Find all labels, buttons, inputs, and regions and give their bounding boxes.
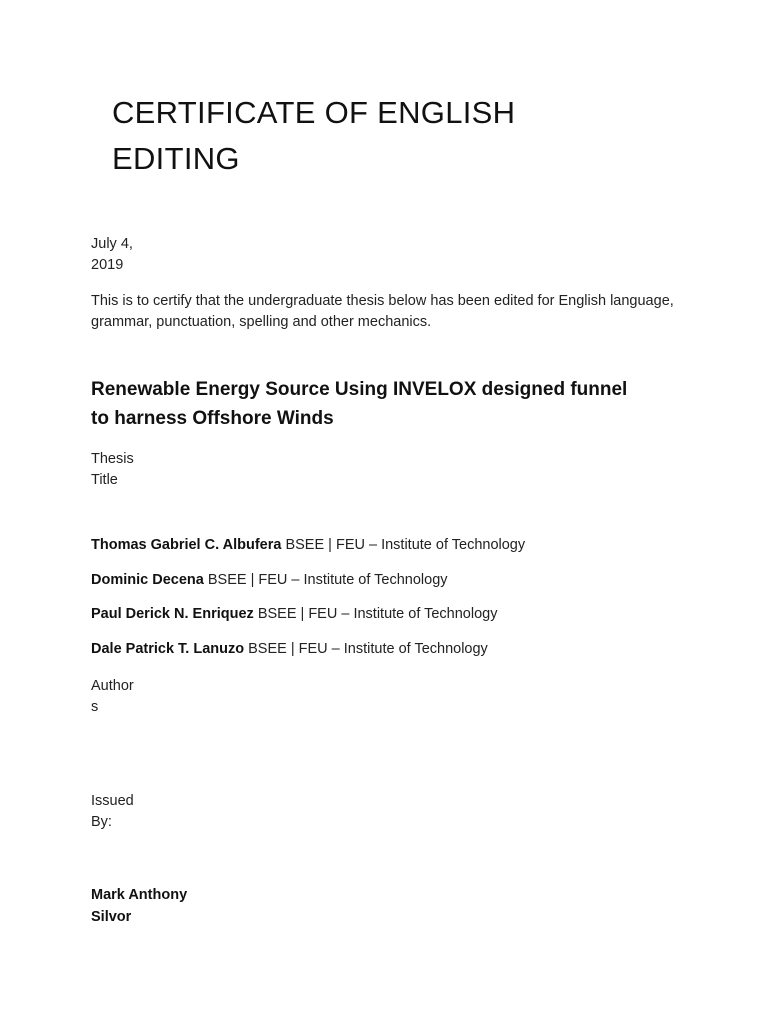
- certificate-heading: [112, 90, 712, 182]
- date-line-2: 2019: [91, 257, 124, 273]
- author-affiliation: BSEE | FEU – Institute of Technology: [257, 606, 498, 622]
- authors-label: [91, 676, 171, 718]
- issuer-name: [91, 884, 251, 928]
- author-line: [91, 570, 448, 591]
- authors-label-line-1: Author: [91, 678, 134, 694]
- author-affiliation: BSEE | FEU – Institute of Technology: [285, 537, 526, 553]
- thesis-title-line-2: to harness Offshore Winds: [91, 408, 334, 429]
- author-affiliation: BSEE | FEU – Institute of Technology: [248, 641, 488, 657]
- thesis-title-line-1: Renewable Energy Source Using INVELOX designed funnel: [91, 379, 628, 400]
- issuer-line-2: Silvor: [91, 909, 132, 925]
- author-name: Thomas Gabriel C. Albufera: [91, 537, 282, 553]
- author-line: [91, 639, 488, 660]
- date-line-1: July 4,: [91, 236, 133, 252]
- author-line: [91, 535, 525, 556]
- thesis-title-label: [91, 449, 171, 491]
- issued-label-line-2: By:: [91, 814, 112, 830]
- thesis-label-line-1: Thesis: [91, 451, 134, 467]
- issuer-line-1: Mark Anthony: [91, 887, 188, 903]
- author-name: Paul Derick N. Enriquez: [91, 606, 254, 622]
- heading-line-2: EDITING: [112, 141, 240, 176]
- certificate-date: [91, 234, 211, 276]
- author-name: Dale Patrick T. Lanuzo: [91, 641, 245, 657]
- issued-label-line-1: Issued: [91, 793, 134, 809]
- heading-line-1: CERTIFICATE OF ENGLISH: [112, 95, 516, 130]
- certify-statement: This is to certify that the undergraduate thesis below has been edited for English language, grammar, punctuation, spelling and other mechanics.: [91, 293, 674, 330]
- author-name: Dominic Decena: [91, 572, 204, 588]
- author-line: [91, 604, 497, 625]
- thesis-title: [91, 375, 691, 433]
- authors-label-line-2: s: [91, 699, 99, 715]
- author-affiliation: BSEE | FEU – Institute of Technology: [207, 572, 448, 588]
- issued-by-label: [91, 791, 171, 833]
- thesis-label-line-2: Title: [91, 472, 118, 488]
